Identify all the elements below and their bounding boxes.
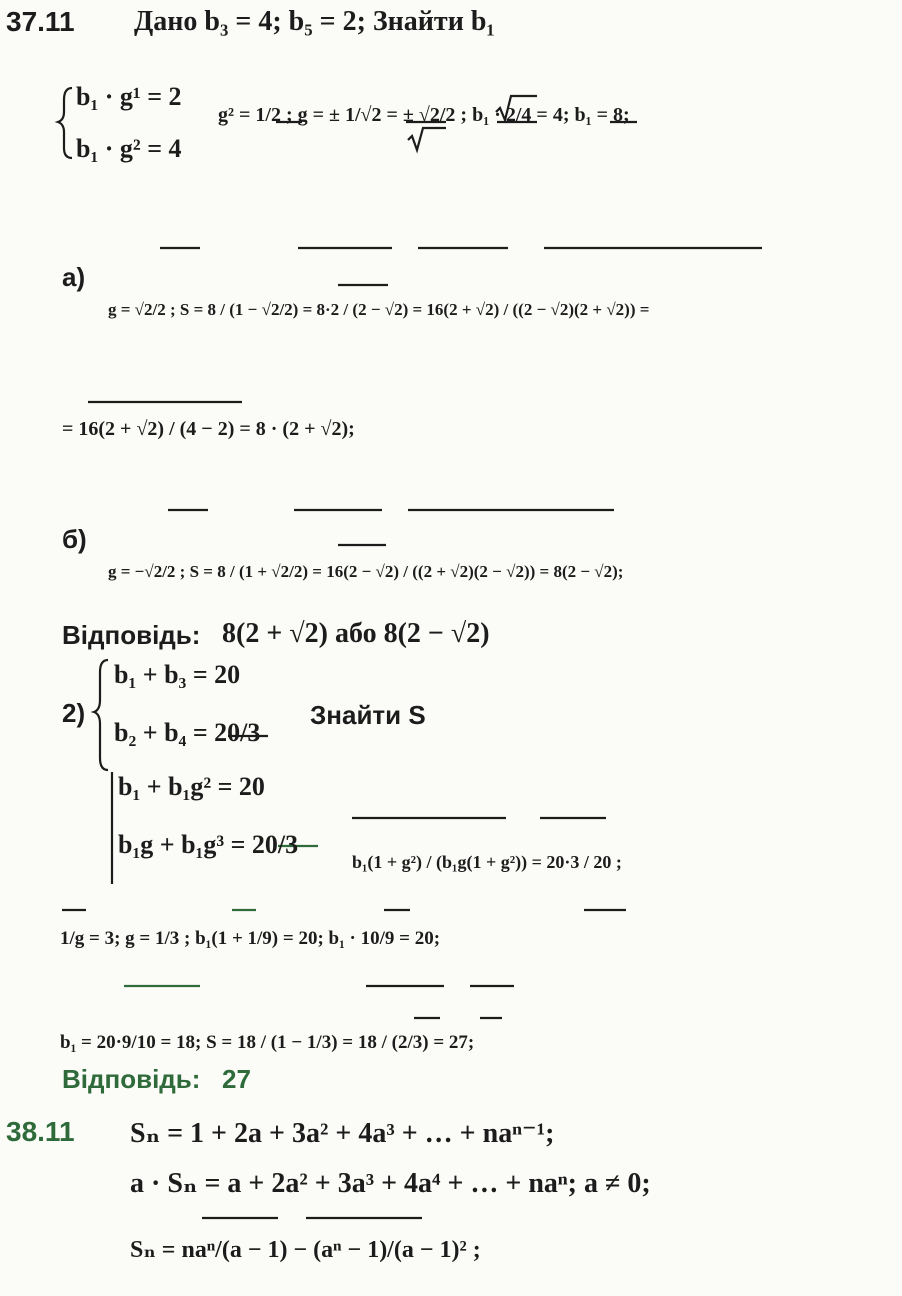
system1-line1: b₁ · g¹ = 2 — [76, 82, 182, 111]
p3811-line1: Sₙ = 1 + 2a + 3a² + 4a³ + … + naⁿ⁻¹; — [130, 1118, 555, 1149]
ratio-expression: b₁(1 + g²) / (b₁g(1 + g²)) = 20·3 / 20 ; — [352, 852, 622, 872]
part-b-label: б) — [62, 524, 87, 554]
answer1-label: Відповідь: — [62, 620, 201, 650]
answer1-value: 8(2 + √2) або 8(2 − √2) — [222, 618, 490, 649]
brace-system-1 — [58, 88, 72, 158]
part-b-line1: g = −√2/2 ; S = 8 / (1 + √2/2) = 16(2 − √2) / ((2 + √2)(2 − √2)) = 8(2 − √2); — [108, 562, 624, 581]
answer2-value: 27 — [222, 1064, 251, 1094]
step2-expression: 1/g = 3; g = 1/3 ; b₁(1 + 1/9) = 20; b₁ · 10/9 = 20; — [60, 928, 441, 949]
part-a-label: а) — [62, 262, 86, 292]
problem-number-3811: 38.11 — [6, 1116, 75, 1147]
system2-line1: b₁ + b₃ = 20 — [114, 660, 241, 689]
part-a-line2: = 16(2 + √2) / (4 − 2) = 8 · (2 + √2); — [62, 418, 355, 440]
given-statement: Дано b₃ = 4; b₅ = 2; Знайти b₁ — [134, 6, 495, 37]
system2-line2: b₂ + b₄ = 20/3 — [114, 718, 261, 747]
step3-expression: b₁ = 20·9/10 = 18; S = 18 / (1 − 1/3) = 18 / (2/3) = 27; — [60, 1032, 475, 1053]
answer2-label: Відповідь: — [62, 1064, 201, 1094]
part2-label: 2) — [62, 698, 86, 728]
problem-number-3711: 37.11 — [6, 6, 75, 37]
p3811-line2: a · Sₙ = a + 2a² + 3a³ + 4a⁴ + … + naⁿ; a ≠ 0; — [130, 1168, 651, 1199]
brace-system-2 — [94, 660, 108, 770]
system3-line2: b₁g + b₁g³ = 20/3 — [118, 830, 299, 859]
system3-line1: b₁ + b₁g² = 20 — [118, 772, 265, 801]
system1-line2: b₁ · g² = 4 — [76, 134, 182, 163]
step1-expression: g² = 1/2 ; g = ± 1/√2 = ± √2/2 ; b₁ · 2/4 = 4; b₁ = 8; — [218, 104, 630, 126]
find-s: Знайти S — [310, 700, 426, 730]
p3811-line3: Sₙ = naⁿ/(a − 1) − (aⁿ − 1)/(a − 1)² ; — [130, 1237, 481, 1263]
part-a-line1: g = √2/2 ; S = 8 / (1 − √2/2) = 8·2 / (2 − √2) = 16(2 + √2) / ((2 − √2)(2 + √2)) = — [108, 300, 650, 319]
